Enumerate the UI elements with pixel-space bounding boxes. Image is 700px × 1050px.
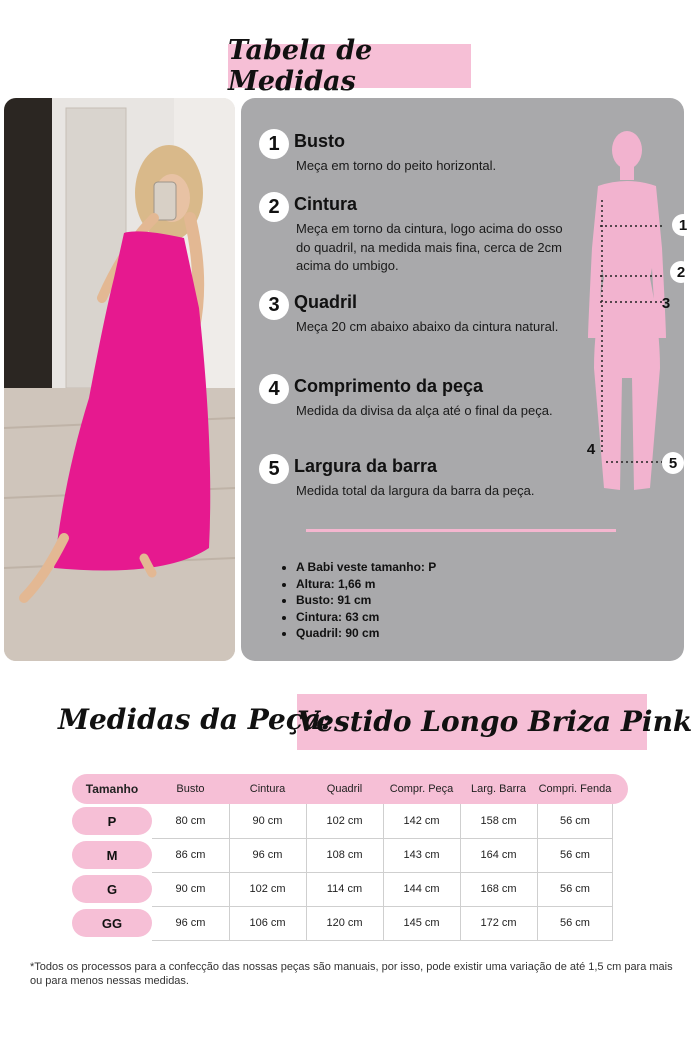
figure-label-4: 4 (586, 441, 596, 458)
step-description: Meça em torno do peito horizontal. (296, 158, 497, 173)
table-cell: 114 cm (326, 883, 363, 895)
table-cell: 86 cm (175, 849, 206, 861)
size-pill-m: M (72, 841, 152, 869)
body-silhouette-diagram (570, 128, 696, 500)
table-cell: 143 cm (403, 849, 440, 861)
size-pill-gg: GG (72, 909, 152, 937)
table-cell: 56 cm (560, 849, 590, 861)
table-cell: 56 cm (560, 815, 590, 827)
figure-label-3: 3 (661, 295, 671, 312)
model-info-list (282, 559, 436, 642)
table-cell: 120 cm (326, 917, 363, 929)
model-photo (4, 98, 235, 661)
header-tamanho: Tamanho (85, 782, 139, 796)
table-cell: 164 cm (480, 849, 517, 861)
table-cell: 80 cm (175, 815, 206, 827)
step-title: Comprimento da peça (294, 376, 484, 396)
size-pill-g: G (72, 875, 152, 903)
table-cell: 96 cm (252, 849, 283, 861)
step-number: 1 (259, 129, 289, 159)
header-larg-barra: Larg. Barra (470, 783, 527, 795)
table-cell: 102 cm (249, 883, 286, 895)
footnote: *Todos os processos para a confecção das nossas peças são manuais, por isso, pode existir uma variação de até 1,5 cm para mais ou para menos nessas medidas. (30, 961, 673, 987)
step-number: 5 (259, 454, 289, 484)
step-title: Busto (294, 131, 345, 151)
header-cintura: Cintura (249, 783, 286, 795)
figure-label-5: 5 (668, 455, 678, 472)
step-description: Medida total da largura da barra da peça. (296, 483, 535, 498)
step-description: Meça em torno da cintura, logo acima do osso do quadril, na medida mais fina, cerca de 2cm acima do umbigo. (296, 221, 563, 273)
model-info-item: • Cintura: 63 cm (296, 609, 436, 626)
table-cell: 168 cm (480, 883, 517, 895)
product-name: Vestido Longo Briza Pink (297, 705, 693, 738)
table-cell: 158 cm (480, 815, 517, 827)
step-number: 3 (259, 290, 289, 320)
table-cell: 56 cm (560, 883, 590, 895)
model-info-item: • Busto: 91 cm (296, 592, 436, 609)
table-cell: 56 cm (560, 917, 590, 929)
header-compri-fenda: Compri. Fenda (538, 783, 612, 795)
table-cell: 96 cm (175, 917, 206, 929)
table-cell: 142 cm (403, 815, 440, 827)
step-number: 2 (259, 192, 289, 222)
figure-label-2: 2 (676, 264, 686, 281)
figure-label-badges (662, 214, 694, 474)
model-info-item: • Quadril: 90 cm (296, 625, 436, 642)
table-cell: 90 cm (175, 883, 206, 895)
table-cell: 144 cm (403, 883, 440, 895)
table-cell: 108 cm (326, 849, 363, 861)
model-info-item: • A Babi veste tamanho: P (296, 559, 436, 576)
table-cell: 172 cm (480, 917, 517, 929)
table-cell: 145 cm (403, 917, 440, 929)
table-cell: 102 cm (326, 815, 363, 827)
step-title: Largura da barra (294, 456, 438, 476)
model-info-item: • Altura: 1,66 m (296, 576, 436, 593)
table-cell: 106 cm (249, 917, 286, 929)
section-title: Medidas da Peça: (58, 703, 332, 736)
table-cell: 90 cm (252, 815, 283, 827)
step-description: Medida da divisa da alça até o final da peça. (296, 403, 553, 418)
size-pill-p: P (72, 807, 152, 835)
header-quadril: Quadril (326, 783, 363, 795)
page-title: Tabela de Medidas (228, 44, 471, 88)
step-description: Meça 20 cm abaixo abaixo da cintura natural. (296, 319, 559, 334)
divider (306, 529, 616, 532)
header-busto: Busto (176, 783, 205, 795)
step-title: Cintura (294, 194, 357, 214)
figure-label-1: 1 (678, 217, 688, 234)
header-compr-peca: Compr. Peça (389, 783, 454, 795)
step-number: 4 (259, 374, 289, 404)
step-title: Quadril (294, 292, 358, 312)
silhouette-icon (588, 131, 666, 490)
